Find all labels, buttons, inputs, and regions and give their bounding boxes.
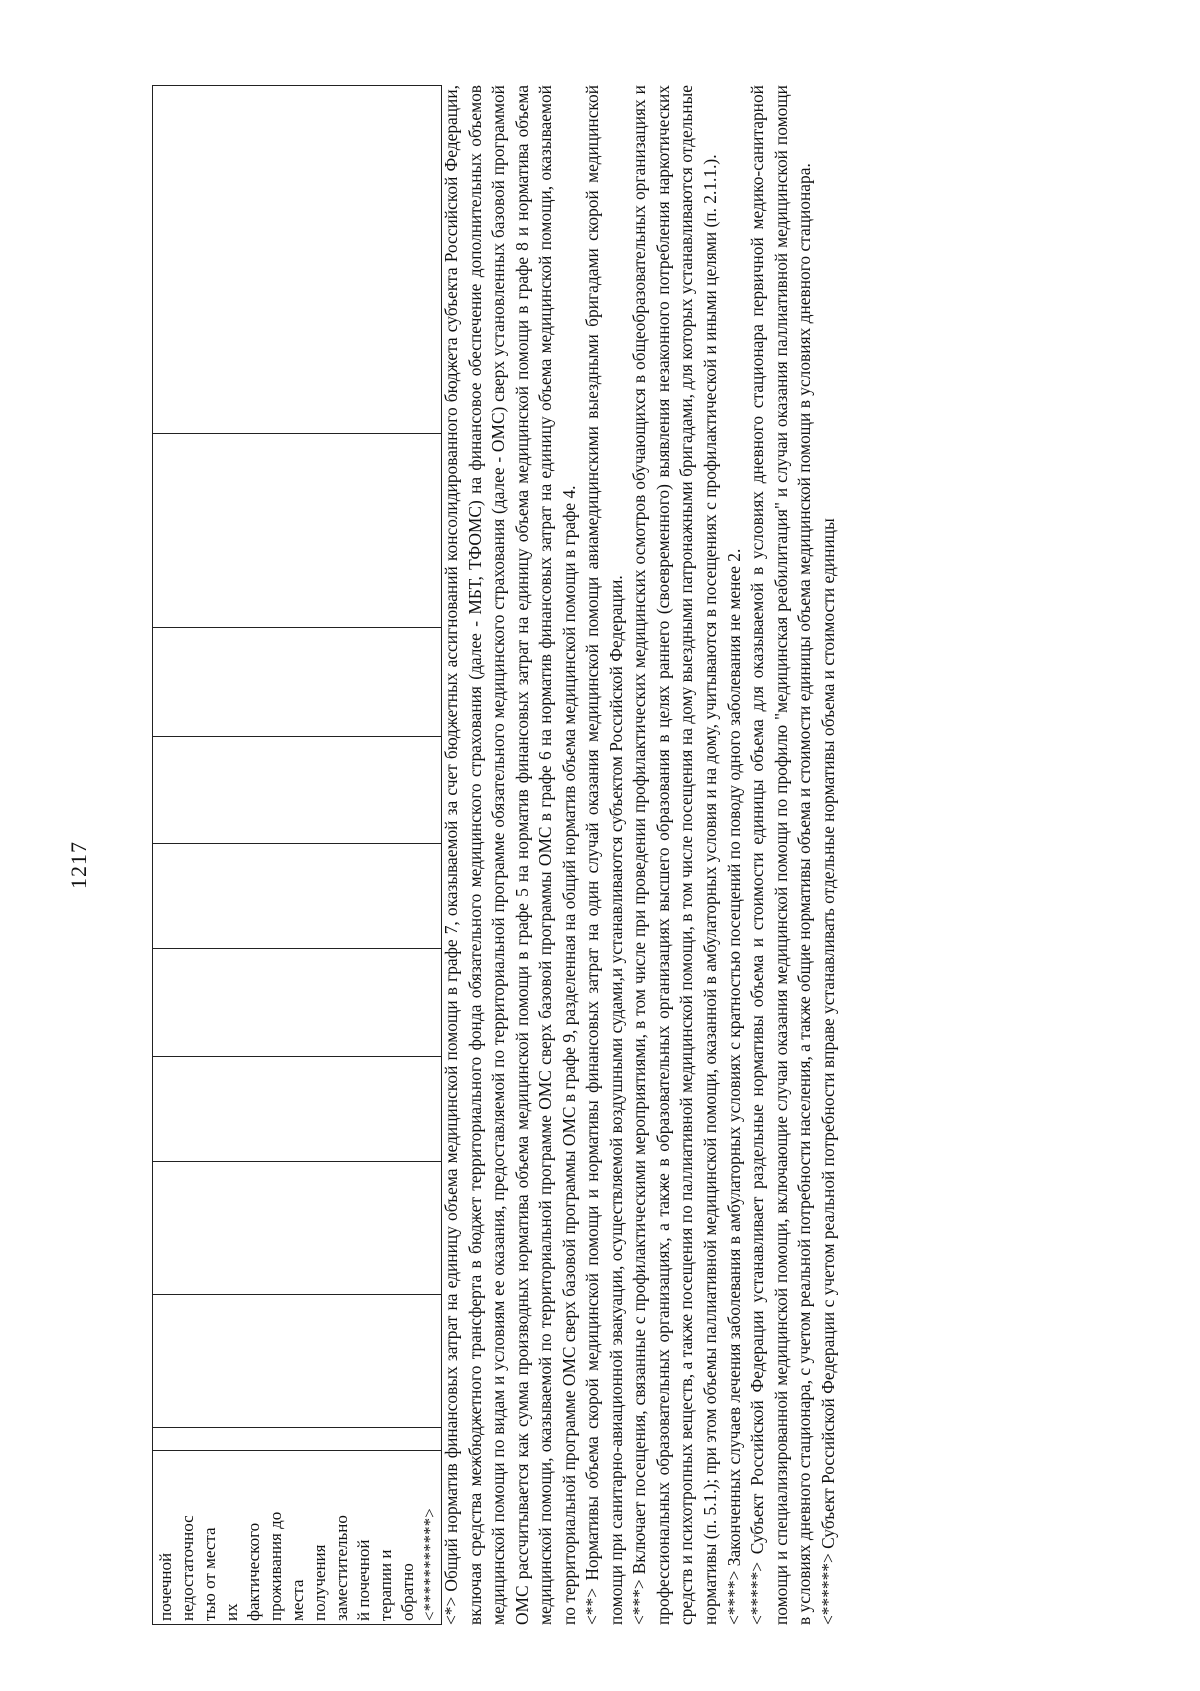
- row-header-line: й почечной: [354, 1539, 373, 1621]
- footnotes: [440, 85, 840, 1625]
- row-header-line: получения: [310, 1544, 329, 1621]
- table-row: [153, 86, 442, 1625]
- table-cell: [153, 86, 442, 434]
- table-cell: [153, 1428, 442, 1451]
- footnote: <***> Включает посещения, связанные с профилактическими мероприятиями, в том числе при проведении профилактических медицинских осмотров обучающихся в общеобразовательных организациях и профессиональных образовательных организациях, а также в образовательных организациях высшего образования в целях раннего (своевременного) выявления незаконного потребления наркотических средств и психотропных веществ, а также посещения по паллиативной медицинской помощи, в том числе посещения на дому выездными патронажными бригадами, для которых устанавливаются отдельные нормативы (п. 5.1.); при этом объемы паллиативной медицинской помощи, оказанной в амбулаторных условия и на дому, учитываются в посещениях с профилактической и иными целями (п. 2.1.1.).: [629, 85, 721, 1625]
- page-number: 1217: [66, 841, 91, 889]
- table-cell: [153, 434, 442, 628]
- row-header-line: <***********>: [420, 1508, 439, 1621]
- row-header-line: недостаточнос: [178, 1515, 197, 1621]
- row-header-cell: [153, 1451, 442, 1625]
- table-cell: [153, 737, 442, 844]
- footnote: <*****> Субъект Российской Федерации устанавливает раздельные нормативы объема и стоимости единицы объема для оказываемой в условиях дневного стационара первичной медико-санитарной помощи и специализированной медицинской помощи, включающие случаи оказания медицинской помощи по профилю "медицинская реабилитация" и случаи оказания паллиативной медицинской помощи в условиях дневного стационара, с учетом реальной потребности населения, а также общие нормативы объема и стоимости единицы объема медицинской помощи в условиях дневного стационара.: [747, 85, 815, 1625]
- row-header-line: заместительно: [332, 1515, 351, 1621]
- row-header-line: терапии и: [376, 1549, 395, 1621]
- row-header-line: места: [288, 1579, 307, 1621]
- footnote: <****> Законченных случаев лечения заболевания в амбулаторных условиях с кратностью посещений по поводу одного заболевания не менее 2.: [723, 548, 744, 1625]
- row-header-line: почечной: [156, 1552, 175, 1621]
- row-header-line: обратно: [398, 1563, 417, 1621]
- table-cell: [153, 1057, 442, 1162]
- data-table: [152, 85, 442, 1625]
- row-header-line: проживания до: [266, 1511, 285, 1621]
- table-cell: [153, 1295, 442, 1428]
- table-cell: [153, 1162, 442, 1295]
- row-header-line: фактического: [244, 1522, 263, 1621]
- table-cell: [153, 628, 442, 737]
- row-header-line: тью от места: [200, 1527, 219, 1621]
- table-cell: [153, 844, 442, 949]
- footnote: <*> Общий норматив финансовых затрат на единицу объема медицинской помощи в графе 7, оказываемой за счет бюджетных ассигнований консолидированного бюджета субъекта Российской Федерации, включая средства межбюджетного трансферта в бюджет территориального фонда обязательного медицинского страхования (далее - МБТ, ТФОМС) на финансовое обеспечение дополнительных объемов медицинской помощи по видам и условиям ее оказания, предоставляемой по территориальной программе обязательного медицинского страхования (далее - ОМС) сверх установленных базовой программой ОМС рассчитывается как сумма производных норматива объема медицинской помощи в графе 5 на норматив финансовых затрат на единицу объема медицинской помощи в графе 8 и норматива объема медицинской помощи, оказываемой по территориальной программе ОМС сверх базовой программы ОМС в графе 6 на норматив финансовых затрат на единицу объема медицинской помощи, оказываемой по территориальной программе ОМС сверх базовой программы ОМС в графе 9, разделенная на общий норматив объема медицинской помощи в графе 4.: [441, 85, 579, 1625]
- footnote: <******> Субъект Российской Федерации с учетом реальной потребности вправе устанавливать отдельные нормативы объема и стоимости единицы: [817, 518, 838, 1625]
- footnote: <**> Нормативы объема скорой медицинской помощи и нормативы финансовых затрат на один случай оказания медицинской помощи авиамедицинскими выездными бригадами скорой медицинской помощи при санитарно-авиационной эвакуации, осуществляемой воздушными судами,и устанавливаются субъектом Российской Федерации.: [582, 85, 626, 1625]
- row-header-line: их: [222, 1603, 241, 1621]
- rotated-page: [66, 85, 1102, 1625]
- table-cell: [153, 949, 442, 1057]
